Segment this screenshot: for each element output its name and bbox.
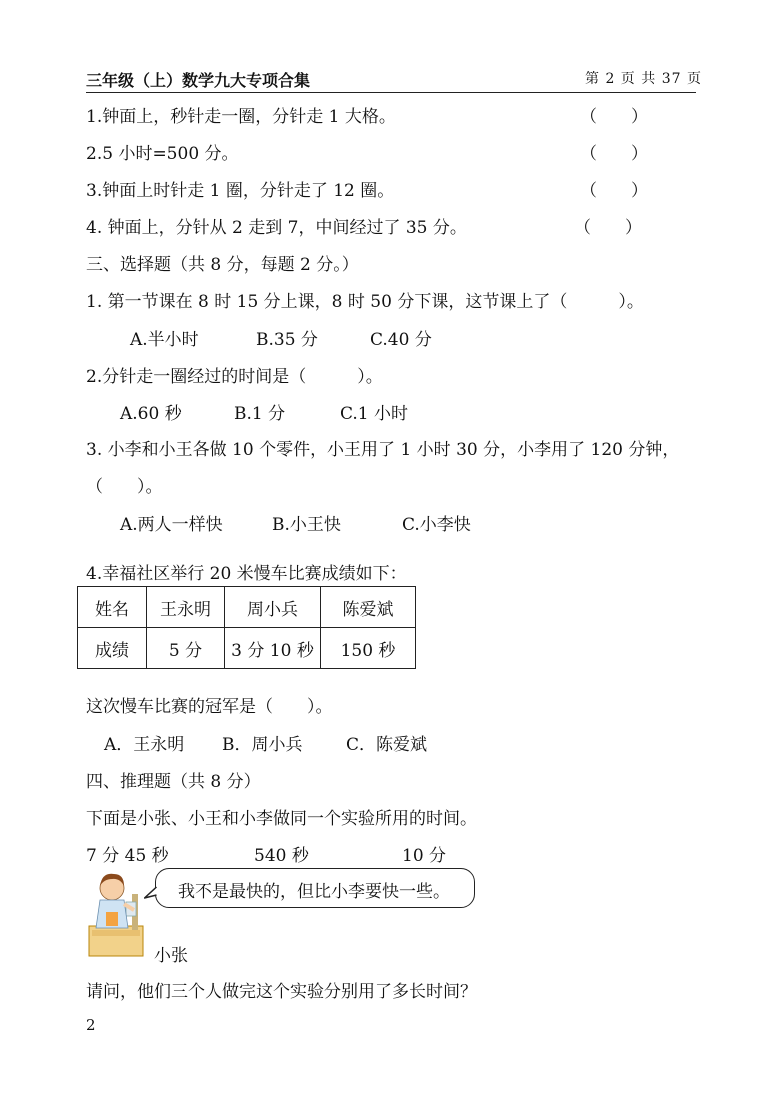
judge-answer-2: （ ）	[580, 144, 648, 164]
judge-answer-3: （ ）	[580, 181, 648, 201]
choice-q4-option-b: B．周小兵	[222, 735, 303, 755]
table-cell: 3 分 10 秒	[225, 628, 321, 669]
choice-q2-option-a: A.60 秒	[120, 404, 182, 424]
speech-bubble-tail	[144, 886, 158, 900]
choice-q4-option-c: C．陈爱斌	[346, 735, 428, 755]
score-table	[77, 586, 416, 669]
judge-item-4: 4. 钟面上，分针从 2 走到 7，中间经过了 35 分。	[86, 218, 467, 238]
time-2: 540 秒	[254, 846, 309, 866]
time-1: 7 分 45 秒	[86, 846, 169, 866]
table-row	[78, 587, 416, 628]
speech-bubble	[155, 868, 475, 908]
boy-name: 小张	[154, 946, 188, 966]
footer-page-number: 2	[86, 1016, 96, 1034]
choice-q3-option-a: A.两人一样快	[120, 515, 223, 535]
choice-q2: 2.分针走一圈经过的时间是（ ）。	[86, 367, 383, 387]
table-cell: 王永明	[147, 587, 225, 628]
choice-q1-option-c: C.40 分	[370, 330, 432, 350]
judge-item-2: 2.5 小时=500 分。	[86, 144, 239, 164]
speech-text: 我不是最快的，但比小李要快一些。	[178, 882, 450, 902]
choice-q1-option-a: A.半小时	[130, 330, 199, 350]
header-title: 三年级（上）数学九大专项合集	[86, 71, 311, 90]
table-cell: 5 分	[147, 628, 225, 669]
table-cell: 周小兵	[225, 587, 321, 628]
choice-q1-option-b: B.35 分	[256, 330, 318, 350]
choice-q2-option-b: B.1 分	[234, 404, 286, 424]
choice-q3: 3. 小李和小王各做 10 个零件，小王用了 1 小时 30 分，小李用了 120 分钟，	[86, 440, 680, 460]
boy-illustration	[88, 868, 154, 960]
choice-q3-line2: （ ）。	[86, 477, 163, 497]
page-info: 第 2 页 共 37 页	[585, 71, 702, 87]
table-cell: 姓名	[78, 587, 147, 628]
table-cell: 成绩	[78, 628, 147, 669]
time-3: 10 分	[402, 846, 447, 866]
choice-q4-question: 这次慢车比赛的冠军是（ ）。	[86, 697, 333, 717]
reasoning-intro: 下面是小张、小王和小李做同一个实验所用的时间。	[86, 809, 477, 829]
header-rule	[86, 92, 696, 93]
choice-q2-option-c: C.1 小时	[340, 404, 409, 424]
table-cell: 150 秒	[321, 628, 416, 669]
section-reasoning-heading: 四、推理题（共 8 分）	[86, 772, 261, 792]
reasoning-question: 请问，他们三个人做完这个实验分别用了多长时间？	[86, 982, 477, 1002]
choice-q1: 1. 第一节课在 8 时 15 分上课，8 时 50 分下课，这节课上了（ ）。	[86, 292, 644, 312]
judge-answer-1: （ ）	[580, 107, 648, 127]
choice-q4-option-a: A．王永明	[104, 735, 185, 755]
table-row	[78, 628, 416, 669]
choice-q4: 4.幸福社区举行 20 米慢车比赛成绩如下：	[86, 564, 407, 584]
judge-item-3: 3.钟面上时针走 1 圈，分针走了 12 圈。	[86, 181, 395, 201]
judge-item-1: 1.钟面上，秒针走一圈，分针走 1 大格。	[86, 107, 396, 127]
choice-q3-option-c: C.小李快	[402, 515, 471, 535]
choice-q3-option-b: B.小王快	[272, 515, 341, 535]
table-cell: 陈爱斌	[321, 587, 416, 628]
judge-answer-4: （ ）	[574, 218, 642, 238]
section-choice-heading: 三、选择题（共 8 分，每题 2 分。）	[86, 255, 359, 275]
